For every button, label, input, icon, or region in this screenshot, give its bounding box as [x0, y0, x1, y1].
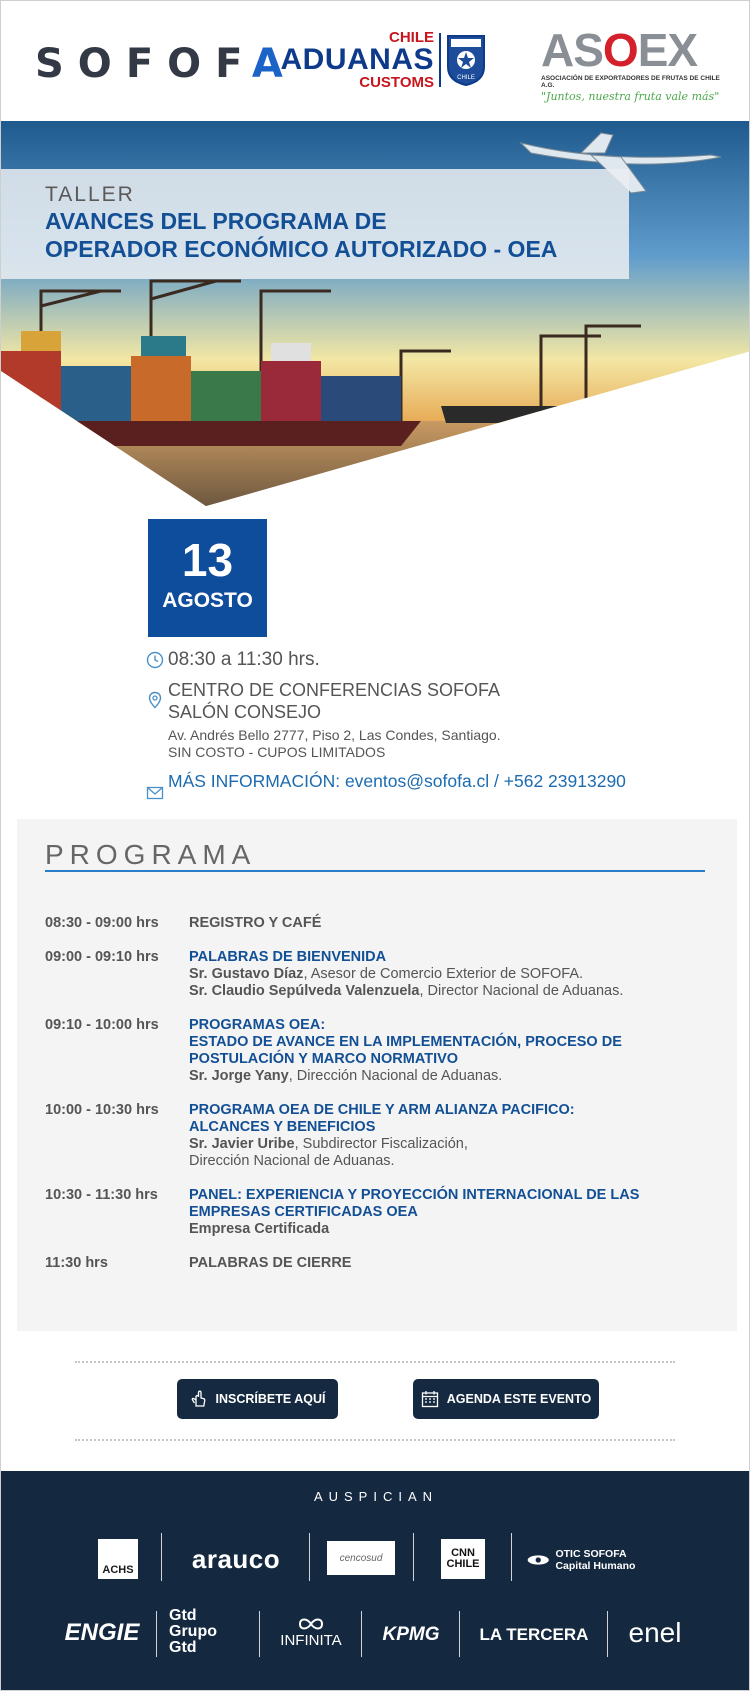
programa-item: REGISTRO Y CAFÉ	[189, 915, 322, 931]
sponsor-achs-logo[interactable]: ACHS	[98, 1539, 138, 1579]
event-info	[146, 649, 746, 792]
programa-time: 11:30 hrs	[45, 1255, 108, 1271]
programa-heading: PALABRAS DE BIENVENIDA	[189, 949, 387, 965]
register-button[interactable]	[177, 1379, 338, 1419]
hero-title-line1: AVANCES DEL PROGRAMA DE	[45, 208, 387, 234]
event-venue-line2: SALÓN CONSEJO	[168, 702, 322, 722]
header-logos	[1, 1, 750, 121]
programa-rule	[45, 870, 705, 872]
programa-time: 09:00 - 09:10 hrs	[45, 949, 159, 965]
aduanas-logo-divider	[439, 33, 441, 87]
programa-time: 09:10 - 10:00 hrs	[45, 1017, 159, 1033]
asoex-logo-word: ASOEX	[541, 24, 698, 76]
divider-top	[75, 1361, 675, 1363]
programa-heading: PANEL: EXPERIENCIA Y PROYECCIÓN INTERNACIONAL DE LAS EMPRESAS CERTIFICADAS OEA	[189, 1187, 640, 1220]
aduanas-logo-top: CHILE	[389, 29, 434, 46]
programa-speaker: Sr. Gustavo Díaz, Asesor de Comercio Exterior de SOFOFA.	[189, 966, 584, 982]
sponsor-separator	[161, 1533, 162, 1581]
programa-row	[45, 1255, 715, 1272]
programa-rows	[45, 915, 715, 1289]
programa-speaker: Sr. Javier Uribe, Subdirector Fiscalización, Dirección Nacional de Aduanas.	[189, 1136, 468, 1169]
sponsor-engie-logo[interactable]: ENGIE	[64, 1619, 140, 1646]
sponsor-latercera-logo[interactable]: LA TERCERA	[479, 1625, 589, 1644]
sponsor-separator	[259, 1611, 260, 1657]
sponsor-infinita-logo[interactable]: INFINITA	[271, 1607, 351, 1657]
sofofa-logo-text: SOFOF	[35, 41, 252, 87]
programa-row	[45, 1187, 715, 1238]
programa-item: Empresa Certificada	[189, 1221, 330, 1237]
programa-time: 10:30 - 11:30 hrs	[45, 1187, 158, 1203]
calendar-icon	[421, 1390, 439, 1408]
sponsor-arauco-logo[interactable]: arauco	[191, 1543, 281, 1574]
event-date-badge	[148, 519, 267, 637]
event-month: AGOSTO	[162, 589, 253, 612]
programa-row	[45, 949, 715, 1000]
location-pin-icon	[146, 691, 164, 709]
programa-row	[45, 1102, 715, 1170]
more-info-link[interactable]: MÁS INFORMACIÓN: eventos@sofofa.cl / +562 23913290	[168, 771, 626, 791]
sponsor-separator	[156, 1611, 157, 1657]
programa-row	[45, 1017, 715, 1085]
hero-title-line2: OPERADOR ECONÓMICO AUTORIZADO - OEA	[45, 236, 558, 262]
sponsor-enel-logo[interactable]: enel	[628, 1617, 682, 1648]
sponsor-cnn-logo[interactable]: CNN CHILE	[441, 1539, 485, 1579]
register-button-label: INSCRÍBETE AQUÍ	[215, 1392, 326, 1406]
programa-title: PROGRAMA	[45, 839, 257, 870]
otic-logo-icon	[527, 1551, 549, 1569]
add-to-calendar-label: AGENDA ESTE EVENTO	[446, 1392, 592, 1406]
programa-heading: PROGRAMAS OEA:	[189, 1017, 326, 1033]
programa-heading: ESTADO DE AVANCE EN LA IMPLEMENTACIÓN, PROCESO DE POSTULACIÓN Y MARCO NORMATIVO	[189, 1034, 622, 1067]
clock-icon	[146, 651, 164, 669]
hero-title-box	[1, 169, 629, 279]
event-more-row	[146, 771, 746, 792]
sponsor-separator	[413, 1533, 414, 1581]
sponsor-separator	[459, 1611, 460, 1657]
sponsor-separator	[361, 1611, 362, 1657]
programa-speaker: Sr. Claudio Sepúlveda Valenzuela, Director Nacional de Aduanas.	[189, 983, 624, 999]
programa-item: PALABRAS DE CIERRE	[189, 1255, 352, 1271]
event-time: 08:30 a 11:30 hrs.	[168, 649, 320, 670]
sponsor-cencosud-logo[interactable]: cencosud	[327, 1541, 395, 1575]
event-venue-line1: CENTRO DE CONFERENCIAS SOFOFA	[168, 680, 501, 700]
sponsors-footer	[1, 1471, 750, 1691]
programa-section	[17, 819, 737, 1331]
event-time-row	[146, 649, 746, 671]
event-address: Av. Andrés Bello 2777, Piso 2, Las Condes, Santiago.	[168, 727, 501, 743]
programa-row	[45, 915, 715, 932]
add-to-calendar-button[interactable]	[413, 1379, 599, 1419]
event-venue-row	[146, 679, 746, 761]
programa-speaker: Sr. Jorge Yany, Dirección Nacional de Aduanas.	[189, 1068, 503, 1084]
hand-pointer-icon	[190, 1390, 208, 1408]
sponsor-separator	[607, 1611, 608, 1657]
aduanas-logo[interactable]	[277, 29, 492, 91]
aduanas-logo-bottom: CUSTOMS	[359, 74, 434, 91]
sponsor-separator	[511, 1533, 512, 1581]
aduanas-shield-text: CHILE	[457, 75, 475, 81]
programa-heading: ALCANCES Y BENEFICIOS	[189, 1119, 376, 1135]
event-cost: SIN COSTO - CUPOS LIMITADOS	[168, 744, 386, 760]
asoex-logo[interactable]	[541, 24, 721, 103]
sofofa-logo-accent: A	[251, 41, 297, 87]
asoex-logo-sub: ASOCIACIÓN DE EXPORTADORES DE FRUTAS DE CHILE A.G.	[541, 75, 720, 89]
programa-heading: PROGRAMA OEA DE CHILE Y ARM ALIANZA PACIFICO:	[189, 1102, 575, 1118]
infinity-icon	[296, 1616, 326, 1632]
programa-time: 08:30 - 09:00 hrs	[45, 915, 159, 931]
sponsor-gtd-logo[interactable]: Gtd Grupo Gtd	[169, 1607, 217, 1656]
sponsor-otic-logo[interactable]: OTIC SOFOFA Capital Humano	[527, 1545, 657, 1575]
mail-icon	[146, 784, 164, 802]
programa-time: 10:00 - 10:30 hrs	[45, 1102, 159, 1118]
sponsor-separator	[309, 1533, 310, 1581]
divider-bottom	[75, 1439, 675, 1441]
hero-kicker: TALLER	[45, 183, 135, 206]
sofofa-logo[interactable]	[35, 41, 297, 87]
asoex-logo-tagline: "Juntos, nuestra fruta vale más"	[541, 90, 720, 103]
sponsor-kpmg-logo[interactable]: KPMG	[382, 1624, 440, 1645]
event-day: 13	[181, 534, 234, 586]
aduanas-logo-main: ADUANAS	[280, 43, 434, 76]
aduanas-shield-icon	[445, 33, 487, 87]
sponsors-title: AUSPICIAN	[313, 1489, 439, 1504]
